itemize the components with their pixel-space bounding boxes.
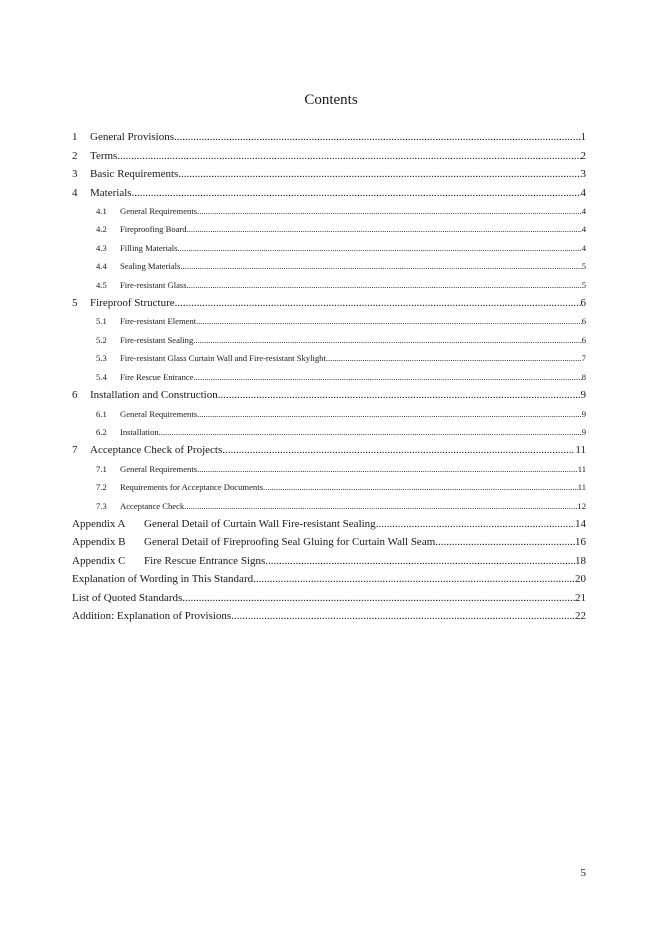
toc-entry-page: 22 — [575, 610, 586, 623]
toc-leader-dots — [187, 276, 582, 294]
toc-entry-number: 7.1 — [96, 463, 107, 474]
toc-entry-number: 7.2 — [96, 482, 107, 493]
toc-entry-number: 4.4 — [96, 261, 107, 272]
toc-entry-page: 3 — [580, 168, 586, 180]
toc-entry-page: 6 — [580, 296, 586, 309]
toc-entry-title: Basic Requirements — [90, 168, 179, 180]
toc-entry-number: 3 — [72, 168, 78, 180]
toc-entry-page: 4 — [581, 224, 586, 235]
toc-entry[interactable] — [72, 368, 586, 386]
toc-leader-dots — [132, 184, 581, 203]
toc-leader-dots — [187, 220, 582, 238]
toc-entry-page: 2 — [580, 149, 586, 162]
toc-entry-page: 12 — [577, 500, 586, 511]
toc-entry-number: 4.2 — [96, 224, 107, 235]
toc-entry-number: 4.3 — [96, 242, 107, 253]
toc-entry-number: 4.1 — [96, 206, 107, 216]
toc-entry[interactable] — [72, 607, 586, 626]
toc-entry[interactable] — [72, 515, 586, 534]
toc-leader-dots — [196, 312, 582, 330]
toc-entry-title: Acceptance Check of Projects — [90, 444, 223, 457]
toc-leader-dots — [184, 497, 577, 515]
toc-leader-dots — [159, 423, 582, 441]
toc-entry-title: Materials — [90, 186, 132, 199]
toc-entry-number: 6.2 — [96, 426, 107, 437]
toc-entry[interactable] — [72, 478, 586, 496]
toc-entry-page: 20 — [575, 573, 586, 586]
toc-entry[interactable] — [72, 405, 586, 423]
toc-entry-number: 2 — [72, 149, 78, 162]
toc-entry[interactable] — [72, 165, 586, 184]
toc-entry-number: Appendix B — [72, 536, 126, 549]
toc-entry-number: 5.1 — [96, 316, 107, 327]
toc-entry-page: 4 — [581, 206, 586, 216]
toc-entry-title: Installation and Construction — [90, 389, 218, 402]
toc-entry[interactable] — [72, 331, 586, 349]
toc-entry[interactable] — [72, 128, 586, 147]
toc-entry-title: Fire-resistant Sealing — [120, 334, 194, 345]
toc-entry-title: Filling Materials — [120, 242, 178, 253]
toc-entry[interactable] — [72, 441, 586, 460]
toc-leader-dots — [435, 533, 575, 552]
toc-leader-dots — [178, 165, 580, 184]
toc-entry[interactable] — [72, 460, 586, 478]
toc-entry-title: Fire-resistant Glass — [120, 279, 187, 290]
toc-leader-dots — [326, 349, 582, 367]
toc-entry-title: Terms — [90, 149, 118, 162]
toc-leader-dots — [197, 460, 578, 478]
toc-entry-page: 11 — [577, 463, 586, 474]
toc-entry-page: 21 — [575, 591, 586, 604]
toc-entry-title: General Detail of Curtain Wall Fire-resistant Sealing — [144, 517, 376, 530]
toc-entry-page: 4 — [581, 242, 586, 253]
toc-entry-title: Fireproof Structure — [90, 296, 175, 309]
toc-leader-dots — [175, 294, 581, 313]
toc-entry-number: Appendix C — [72, 554, 126, 567]
toc-entry-title: Fire-resistant Glass Curtain Wall and Fire-resistant Skylight — [120, 353, 326, 364]
toc-entry-number: 6 — [72, 389, 78, 402]
page-title: Contents — [304, 92, 358, 108]
toc-entry-title: Fire-resistant Element — [120, 316, 197, 327]
toc-leader-dots — [182, 589, 575, 608]
toc-entry-page: 6 — [581, 316, 586, 327]
toc-entry[interactable] — [72, 497, 586, 515]
toc-entry-title: General Provisions — [90, 131, 175, 143]
toc-entry[interactable] — [72, 276, 586, 294]
toc-entry-title: Sealing Materials — [120, 261, 181, 272]
toc-entry-page: 16 — [575, 536, 586, 549]
toc-entry[interactable] — [72, 257, 586, 275]
toc-entry[interactable] — [72, 552, 586, 571]
toc-entry-number: 6.1 — [96, 408, 107, 419]
toc-entry-title: Fire Rescue Entrance — [120, 371, 194, 382]
toc-entry-number: 5.3 — [96, 353, 107, 364]
toc-entry-title: Addition: Explanation of Provisions — [72, 610, 232, 623]
toc-entry-number: 4.5 — [96, 279, 107, 290]
toc-entry-title: Acceptance Check — [120, 500, 185, 511]
toc-leader-dots — [193, 331, 581, 349]
toc-entry[interactable] — [72, 294, 586, 313]
toc-entry-page: 5 — [581, 279, 586, 290]
toc-entry[interactable] — [72, 239, 586, 257]
toc-leader-dots — [253, 570, 575, 589]
toc-entry[interactable] — [72, 147, 586, 166]
toc-entry-number: 1 — [72, 131, 78, 143]
toc-leader-dots — [178, 239, 582, 257]
page-number: 5 — [580, 867, 586, 879]
toc-entry-title: List of Quoted Standards — [72, 591, 183, 604]
toc-leader-dots — [194, 368, 582, 386]
toc-entry-page: 9 — [580, 389, 586, 402]
toc-leader-dots — [197, 202, 582, 220]
toc-entry-page: 11 — [575, 444, 586, 457]
toc-entry-page: 5 — [581, 261, 586, 272]
toc-entry-title: Explanation of Wording in This Standard — [72, 573, 254, 586]
toc-entry[interactable] — [72, 349, 586, 367]
toc-entry-title: General Requirements — [120, 206, 198, 216]
toc-entry[interactable] — [72, 220, 586, 238]
toc-entry-number: 7 — [72, 444, 78, 457]
toc-entry-title: General Requirements — [120, 408, 198, 419]
toc-leader-dots — [231, 607, 575, 626]
toc-entry-number: 5 — [72, 296, 78, 309]
toc-entry-page: 11 — [577, 482, 586, 493]
toc-entry-page: 14 — [575, 517, 586, 530]
toc-entry-page: 18 — [575, 554, 586, 567]
toc-entry-title: General Detail of Fireproofing Seal Gluing for Curtain Wall Seam — [144, 536, 436, 549]
toc-leader-dots — [218, 386, 581, 405]
toc-entry[interactable] — [72, 423, 586, 441]
toc-entry-number: Appendix A — [72, 517, 126, 530]
toc-entry-number: 7.3 — [96, 500, 107, 511]
toc-entry[interactable] — [72, 386, 586, 405]
toc-entry-number: 5.4 — [96, 371, 107, 382]
toc-entry-page: 6 — [581, 334, 586, 345]
toc-entry-number: 5.2 — [96, 334, 107, 345]
toc-leader-dots — [376, 515, 575, 534]
toc-entry-page: 1 — [580, 131, 586, 143]
toc-entry-page: 4 — [580, 186, 586, 199]
toc-leader-dots — [174, 128, 580, 147]
toc-leader-dots — [265, 552, 575, 571]
toc-entry-page: 9 — [581, 426, 586, 437]
toc-entry-title: General Requirements — [120, 463, 198, 474]
toc-entry-number: 4 — [72, 186, 78, 199]
toc-entry[interactable] — [72, 202, 586, 220]
toc-entry-title: Requirements for Acceptance Documents — [120, 482, 263, 493]
toc-entry-title: Fireproofing Board — [120, 224, 187, 235]
toc-leader-dots — [222, 441, 575, 460]
toc-entry[interactable] — [72, 589, 586, 608]
toc-entry-page: 9 — [581, 408, 586, 419]
toc-entry[interactable] — [72, 184, 586, 203]
toc-entry[interactable] — [72, 533, 586, 552]
toc-leader-dots — [117, 147, 580, 166]
table-of-contents — [72, 128, 586, 626]
toc-entry-title: Installation — [120, 426, 159, 437]
toc-entry[interactable] — [72, 570, 586, 589]
toc-entry-page: 7 — [581, 353, 586, 364]
toc-leader-dots — [180, 257, 581, 275]
toc-entry-title: Fire Rescue Entrance Signs — [144, 554, 266, 567]
toc-entry[interactable] — [72, 312, 586, 330]
toc-leader-dots — [197, 405, 582, 423]
toc-leader-dots — [263, 478, 578, 496]
toc-entry-page: 8 — [581, 371, 586, 382]
